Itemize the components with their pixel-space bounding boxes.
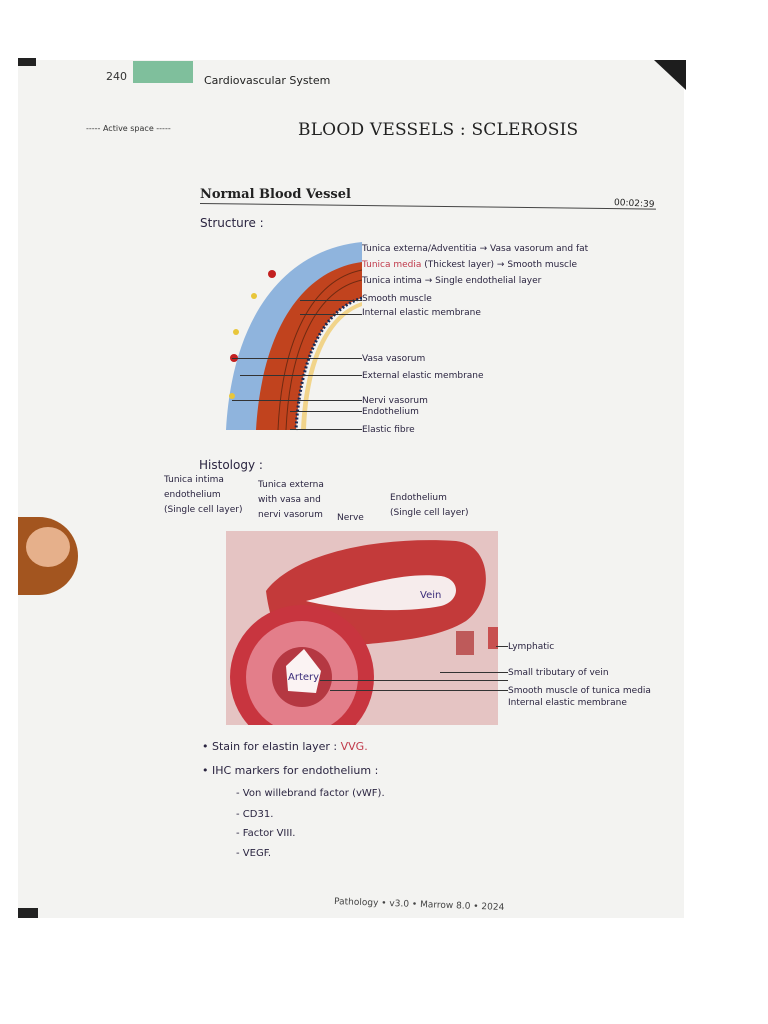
bullet-ihc: • IHC markers for endothelium : (202, 764, 379, 777)
layer-externa: Tunica externa/Adventitia → Vasa vasorum and fat (362, 244, 589, 254)
leader-line (300, 314, 362, 315)
marker-item: - Factor VIII. (236, 828, 296, 839)
label-endothelium-2: (Single cell layer) (390, 508, 469, 518)
label-vasa-vasorum: Vasa vasorum (362, 354, 426, 364)
thumbnail (26, 527, 70, 567)
nervi-vasorum (229, 393, 235, 399)
label-lymphatic: Lymphatic (508, 642, 555, 652)
label-externa-3: nervi vasorum (258, 510, 323, 520)
section-heading: Normal Blood Vessel (200, 187, 351, 202)
label-internal-elastic-membrane: Internal elastic membrane (508, 698, 627, 708)
leader-line (232, 400, 362, 401)
leader-line (300, 300, 362, 301)
nervi-vasorum (251, 293, 257, 299)
histology-micrograph (226, 531, 498, 725)
label-nerve: Nerve (337, 513, 364, 523)
label-internal-elastic: Internal elastic membrane (362, 308, 481, 318)
leader-line (330, 690, 508, 691)
bullet-stain: • Stain for elastin layer : VVG. (202, 740, 368, 753)
page-number: 240 (106, 70, 127, 83)
video-timestamp: 00:02:39 (613, 197, 655, 211)
label-small-tributary: Small tributary of vein (508, 668, 609, 678)
binding-corner (18, 58, 36, 66)
layer-intima: Tunica intima → Single endothelial layer (362, 276, 542, 286)
histology-heading: Histology : (199, 458, 263, 472)
page-footer: Pathology • v3.0 • Marrow 8.0 • 2024 (333, 897, 505, 913)
vasa-vasorum (268, 270, 276, 278)
leader-line (496, 646, 508, 647)
label-externa-1: Tunica externa (258, 480, 324, 490)
label-endothelium-1: Endothelium (390, 493, 447, 503)
leader-line (290, 411, 362, 412)
label-intima-2: endothelium (164, 490, 221, 500)
label-intima-1: Tunica intima (164, 475, 224, 485)
binding-corner (18, 908, 38, 918)
marker-item: - VEGF. (236, 848, 272, 859)
leader-line (320, 680, 508, 681)
vein-label: Vein (420, 590, 442, 601)
marker-item: - Von willebrand factor (vWF). (236, 788, 385, 799)
nervi-vasorum (233, 329, 239, 335)
small-tributary (456, 631, 474, 655)
label-externa-2: with vasa and (258, 495, 321, 505)
label-elastic-fibre: Elastic fibre (362, 425, 415, 435)
label-external-elastic: External elastic membrane (362, 371, 484, 381)
leader-line (440, 672, 508, 673)
leader-line (240, 375, 362, 376)
label-nervi-vasorum: Nervi vasorum (362, 396, 428, 406)
leader-line (290, 429, 362, 430)
vessel-wall-diagram (222, 240, 362, 432)
label-endothelium: Endothelium (362, 407, 419, 417)
layer-media: Tunica media (Thickest layer) → Smooth muscle (362, 260, 578, 270)
leader-line (232, 358, 362, 359)
marker-item: - CD31. (236, 809, 274, 820)
structure-heading: Structure : (200, 216, 264, 230)
label-intima-3: (Single cell layer) (164, 505, 243, 515)
chapter-tab (133, 61, 193, 83)
artery-label: Artery (288, 672, 320, 683)
active-space-label: ----- Active space ----- (86, 124, 171, 133)
label-smooth-muscle: Smooth muscle (362, 294, 432, 304)
label-smooth-muscle-media: Smooth muscle of tunica media (508, 686, 651, 696)
chapter-title: Cardiovascular System (204, 74, 331, 87)
page-title: BLOOD VESSELS : SCLEROSIS (298, 120, 579, 140)
